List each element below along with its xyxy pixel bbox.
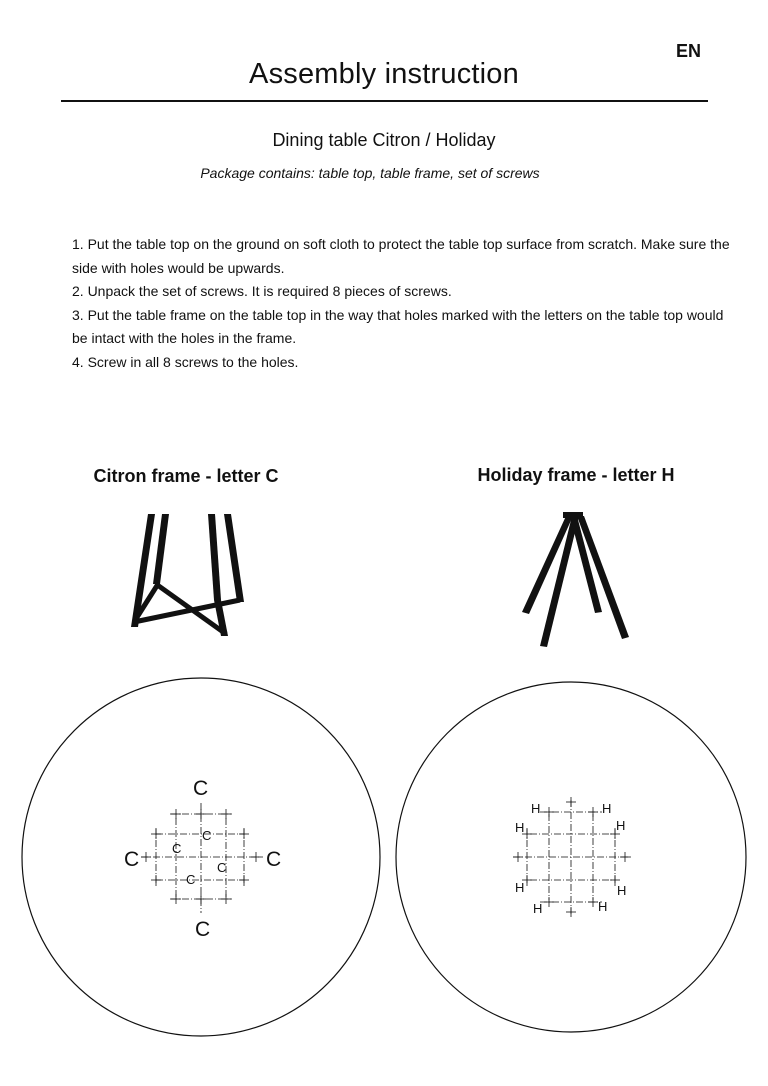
holiday-table-top <box>396 682 746 1032</box>
holiday-hole-label: H <box>617 883 627 898</box>
product-subtitle: Dining table Citron / Holiday <box>272 130 496 150</box>
citron-hole-label: C <box>172 841 182 856</box>
holiday-hole-label: H <box>616 818 626 833</box>
page-title: Assembly instruction <box>249 58 519 90</box>
citron-hole-label: C <box>124 848 140 871</box>
holiday-hole-label: H <box>602 801 612 816</box>
holiday-hole-label: H <box>531 801 541 816</box>
citron-hole-label: C <box>195 918 211 941</box>
citron-hole-label: C <box>266 848 282 871</box>
holiday-hole-label: H <box>598 899 608 914</box>
package-contents: Package contains: table top, table frame, set of screws <box>200 165 540 181</box>
holiday-hole-label: H <box>533 901 543 916</box>
holiday-frame-title: Holiday frame - letter H <box>477 465 675 485</box>
step-4: 4. Screw in all 8 screws to the holes. <box>72 353 299 370</box>
citron-hole-label: C <box>217 860 227 875</box>
step-1: 1. Put the table top on the ground on soft cloth to protect the table top surface from scratch. Make sure the side with holes would be upwards. <box>72 236 730 276</box>
step-2: 2. Unpack the set of screws. It is required 8 pieces of screws. <box>72 283 452 299</box>
holiday-hole-label: H <box>515 820 525 835</box>
language-code: EN <box>676 41 702 61</box>
citron-frame-title: Citron frame - letter C <box>93 466 279 486</box>
citron-frame-illustration <box>131 514 244 636</box>
citron-hole-label: C <box>202 828 212 843</box>
citron-table-top <box>22 678 380 1036</box>
holiday-hole-label: H <box>515 880 525 895</box>
citron-hole-label: C <box>193 777 209 800</box>
holiday-frame-illustration <box>522 512 629 647</box>
step-3: 3. Put the table frame on the table top in the way that holes marked with the letters on the table top would be intact with the holes in the frame. <box>72 306 724 346</box>
citron-hole-label: C <box>186 872 196 887</box>
